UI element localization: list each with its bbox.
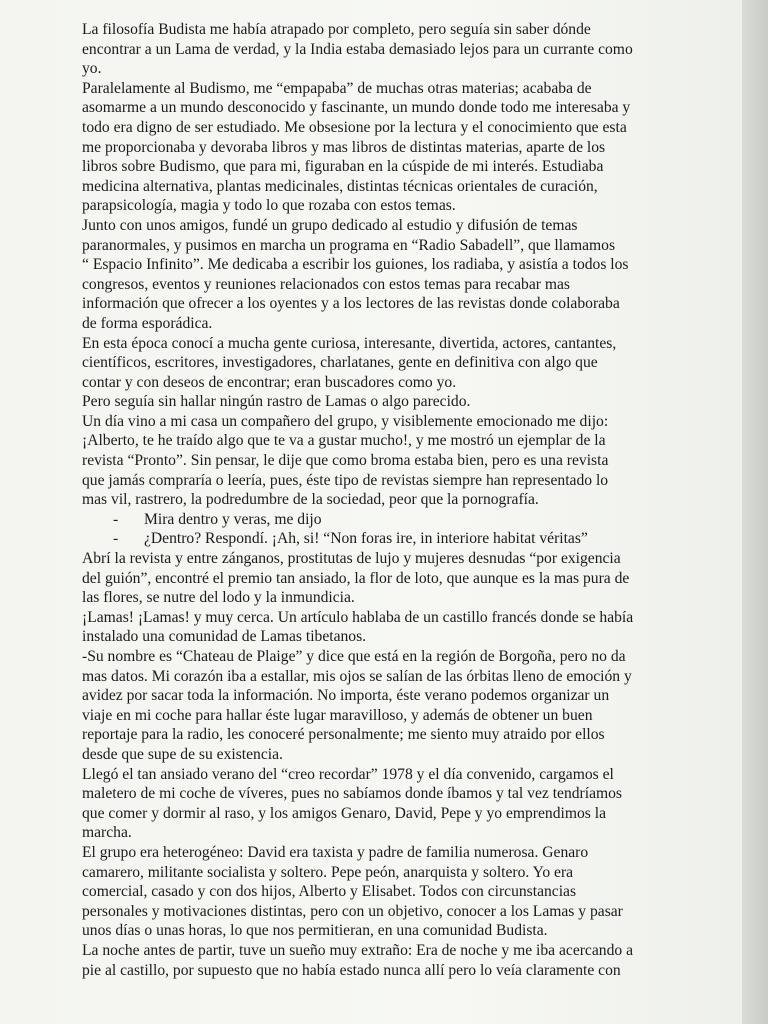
document-text [82,20,722,980]
text-line: “ Espacio Infinito”. Me dedicaba a escribir los guiones, los radiaba, y asistía a todos los [82,256,629,274]
text-line: ¡Lamas! ¡Lamas! y muy cerca. Un artículo hablaba de un castillo francés donde se había [82,608,634,626]
text-line: El grupo era heterogéneo: David era taxista y padre de familia numerosa. Genaro [82,843,589,861]
text-line: instalado una comunidad de Lamas tibetanos. [82,628,367,646]
text-line: -Su nombre es “Chateau de Plaige” y dice que está en la región de Borgoña, pero no da [82,648,626,665]
text-line: científicos, escritores, investigadores, charlatanes, gente en definitiva con algo que [82,354,598,372]
text-line: La noche antes de partir, tuve un sueño muy extraño: Era de noche y me iba acercando a [82,941,633,959]
text-line: desde que supe de su existencia. [82,745,283,763]
text-line: avidez por sacar toda la información. No importa, éste verano podemos organizar un [82,687,610,705]
text-line: mas vil, rastrero, la podredumbre de la sociedad, peor que la pornografía. [82,491,539,509]
text-line: unos días o unas horas, lo que nos permitieran, en una comunidad Budista. [82,922,548,940]
text-line: paranormales, y pusimos en marcha un programa en “Radio Sabadell”, que llamamos [82,236,616,254]
dialogue-bullet [82,510,722,530]
text-line: mas datos. Mi corazón iba a estallar, mis ojos se salían de las órbitas lleno de emoción y [82,667,632,685]
text-line: parapsicología, magia y todo lo que rozaba con estos temas. [82,197,456,215]
text-line: maletero de mi coche de víveres, pues no sabíamos donde íbamos y tal vez tendríamos [82,785,622,803]
text-line: todo era digno de ser estudiado. Me obsesione por la lectura y el conocimiento que esta [82,118,627,136]
text-line: Llegó el tan ansiado verano del “creo recordar” 1978 y el día convenido, cargamos el [82,765,614,783]
bullet-marker: - [113,510,119,528]
text-line: las flores, se nutre del lodo y la inmundicia. [82,589,355,607]
text-line: del guión”, encontré el premio tan ansiado, la flor de loto, que aunque es la mas pura de [82,569,630,587]
text-line: pie al castillo, por supuesto que no había estado nunca allí pero lo veía claramente con [82,961,621,979]
bullet-text: ¿Dentro? Respondí. ¡Ah, si! “Non foras ire, in interiore habitat véritas” [144,530,588,548]
text-line: En esta época conocí a mucha gente curiosa, interesante, divertida, actores, cantantes, [82,334,617,352]
text-line: comercial, casado y con dos hijos, Alberto y Elisabet. Todos con circunstancias [82,883,577,901]
text-line: me proporcionaba y devoraba libros y mas libros de distintas materias, aparte de los [82,138,606,156]
dialogue-bullet [82,529,722,549]
text-line: viaje en mi coche para hallar éste lugar maravilloso, y además de obtener un buen [82,706,593,724]
text-line: La filosofía Budista me había atrapado por completo, pero seguía sin saber dónde [82,21,591,38]
text-line: Abrí la revista y entre zánganos, prostitutas de lujo y mujeres desnudas “por exigencia [82,550,621,568]
text-line: medicina alternativa, plantas medicinales, distintas técnicas orientales de curación, [82,177,598,195]
text-line: camarero, militante socialista y soltero. Pepe peón, anarquista y soltero. Yo era [82,863,574,881]
text-line: revista “Pronto”. Sin pensar, le dije que como broma estaba bien, pero es una revista [82,452,609,470]
table-background [742,0,768,1024]
bullet-marker: - [113,530,119,548]
text-line: Pero seguía sin hallar ningún rastro de Lamas o algo parecido. [82,393,471,411]
text-line: ¡Alberto, te he traído algo que te va a gustar mucho!, y me mostró un ejemplar de la [82,432,606,450]
text-line: personales y motivaciones distintas, pero con un objetivo, conocer a los Lamas y pasar [82,902,623,920]
text-line: encontrar a un Lama de verdad, y la India estaba demasiado lejos para un currante como [82,40,633,58]
text-line: libros sobre Budismo, que para mi, figuraban en la cúspide de mi interés. Estudiaba [82,158,604,176]
bullet-text: Mira dentro y veras, me dijo [144,510,322,528]
text-line: yo. [82,60,102,78]
text-line: de forma esporádica. [82,314,213,332]
text-line: Junto con unos amigos, fundé un grupo dedicado al estudio y difusión de temas [82,216,578,234]
text-line: información que ofrecer a los oyentes y a los lectores de las revistas donde colaboraba [82,295,620,313]
text-line: congresos, eventos y reuniones relacionados con estos temas para recabar mas [82,275,570,293]
text-line: que jamás compraría o leería, pues, éste tipo de revistas siempre han representado lo [82,471,609,489]
text-line: Un día vino a mi casa un compañero del grupo, y visiblemente emocionado me dijo: [82,412,609,430]
text-line: contar y con deseos de encontrar; eran buscadores como yo. [82,373,457,391]
text-line: marcha. [82,824,132,842]
text-line: reportaje para la radio, les conoceré personalmente; me siento muy atraido por ellos [82,726,605,744]
text-line: asomarme a un mundo desconocido y fascinante, un mundo donde todo me interesaba y [82,99,631,117]
text-line: que comer y dormir al raso, y los amigos Genaro, David, Pepe y yo emprendimos la [82,804,606,822]
text-line: Paralelamente al Budismo, me “empapaba” de muchas otras materias; acababa de [82,79,592,97]
